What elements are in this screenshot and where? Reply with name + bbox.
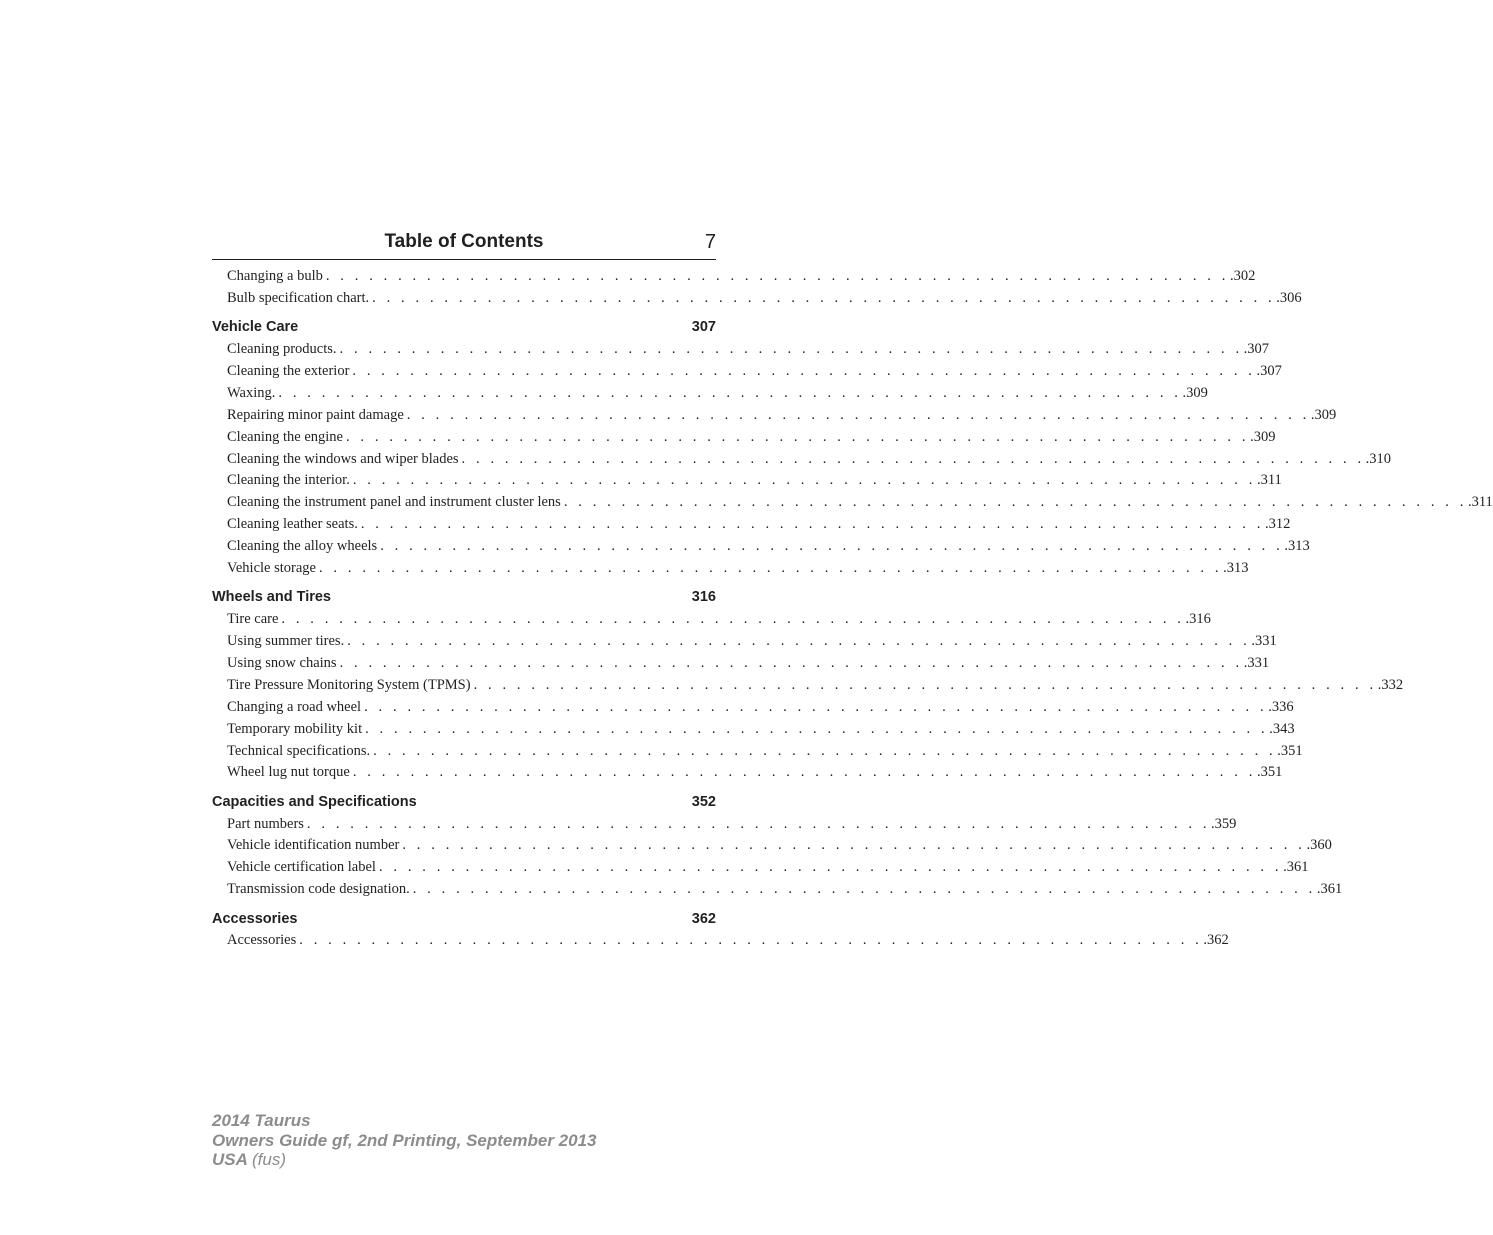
toc-entry-title: Cleaning the instrument panel and instrument cluster lens bbox=[227, 494, 561, 511]
toc-entry-page: .360 bbox=[1306, 837, 1332, 854]
toc-entry-title: Vehicle certification label bbox=[227, 859, 376, 876]
toc-entry-title: Bulb specification chart. bbox=[227, 289, 370, 306]
table-of-contents bbox=[212, 266, 1493, 952]
dot-leader: . . . . . . . . . . . . . . . . . . . . . . . . . . . . . . . . . . . . . . . . . . . . . . . . . . . . . . . . . . . . . . . bbox=[352, 472, 1256, 489]
toc-entry-title: Vehicle identification number bbox=[227, 837, 400, 854]
toc-entry-title: Cleaning products. bbox=[227, 341, 337, 358]
toc-entry-page: .306 bbox=[1276, 289, 1302, 306]
toc-entry-title: Wheel lug nut torque bbox=[227, 764, 350, 781]
footer-region bbox=[212, 1150, 596, 1170]
toc-entry-page: .362 bbox=[1203, 932, 1229, 949]
toc-entry-page: .313 bbox=[1284, 538, 1310, 555]
toc-entry-title: Changing a road wheel bbox=[227, 698, 362, 715]
toc-entry[interactable] bbox=[212, 697, 1294, 719]
toc-entry[interactable] bbox=[212, 558, 1249, 580]
toc-entry[interactable] bbox=[212, 427, 1276, 449]
toc-entry-page: .307 bbox=[1256, 362, 1282, 379]
toc-entry-page: .309 bbox=[1182, 384, 1208, 401]
footer-region-country: USA bbox=[212, 1150, 248, 1169]
dot-leader: . . . . . . . . . . . . . . . . . . . . . . . . . . . . . . . . . . . . . . . . . . . . . . . . . . . . . . . . . . . . . . . bbox=[461, 450, 1365, 467]
toc-entry-title: Cleaning the exterior bbox=[227, 362, 350, 379]
dot-leader: . . . . . . . . . . . . . . . . . . . . . . . . . . . . . . . . . . . . . . . . . . . . . . . . . . . . . . . . . . . . . . . bbox=[352, 362, 1256, 379]
toc-entry-page: .361 bbox=[1316, 881, 1343, 898]
toc-section-page: 362 bbox=[691, 910, 716, 927]
toc-entry[interactable] bbox=[212, 492, 1493, 514]
toc-entry[interactable] bbox=[212, 266, 1256, 288]
toc-entry-page: .311 bbox=[1467, 494, 1493, 511]
toc-entry-page: .311 bbox=[1256, 472, 1282, 489]
toc-section-title: Wheels and Tires bbox=[212, 589, 331, 606]
toc-entry-title: Using summer tires. bbox=[227, 633, 345, 650]
toc-entry-title: Vehicle storage bbox=[227, 559, 316, 576]
toc-entry[interactable] bbox=[212, 470, 1282, 492]
toc-section-page: 352 bbox=[691, 793, 716, 810]
toc-entry[interactable] bbox=[212, 719, 1295, 741]
dot-leader: . . . . . . . . . . . . . . . . . . . . . . . . . . . . . . . . . . . . . . . . . . . . . . . . . . . . . . . . . . . . . . . bbox=[339, 341, 1243, 358]
toc-entry-title: Part numbers bbox=[227, 815, 304, 832]
toc-entry-title: Repairing minor paint damage bbox=[227, 406, 404, 423]
toc-entry[interactable] bbox=[212, 383, 1208, 405]
toc-entry-title: Tire Pressure Monitoring System (TPMS) bbox=[227, 676, 471, 693]
toc-entry-title: Transmission code designation. bbox=[227, 881, 410, 898]
toc-entry-page: .351 bbox=[1277, 742, 1303, 759]
dot-leader: . . . . . . . . . . . . . . . . . . . . . . . . . . . . . . . . . . . . . . . . . . . . . . . . . . . . . . . . . . . . . . . bbox=[473, 676, 1377, 693]
toc-entry-page: .359 bbox=[1211, 815, 1237, 832]
toc-section-title: Vehicle Care bbox=[212, 319, 299, 336]
toc-entry-title: Cleaning the engine bbox=[227, 428, 343, 445]
toc-entry-page: .313 bbox=[1223, 559, 1249, 576]
toc-entry-title: Cleaning the windows and wiper blades bbox=[227, 450, 459, 467]
toc-entry[interactable] bbox=[212, 675, 1404, 697]
dot-leader: . . . . . . . . . . . . . . . . . . . . . . . . . . . . . . . . . . . . . . . . . . . . . . . . . . . . . . . . . . . . . . . bbox=[373, 742, 1277, 759]
toc-entry[interactable] bbox=[212, 762, 1283, 784]
dot-leader: . . . . . . . . . . . . . . . . . . . . . . . . . . . . . . . . . . . . . . . . . . . . . . . . . . . . . . . . . . . . . . . bbox=[412, 881, 1316, 898]
toc-entry[interactable] bbox=[212, 741, 1303, 763]
dot-leader: . . . . . . . . . . . . . . . . . . . . . . . . . . . . . . . . . . . . . . . . . . . . . . . . . . . . . . . . . . . . . . . bbox=[372, 289, 1276, 306]
toc-entry[interactable] bbox=[212, 449, 1392, 471]
toc-entry[interactable] bbox=[212, 930, 1229, 952]
dot-leader: . . . . . . . . . . . . . . . . . . . . . . . . . . . . . . . . . . . . . . . . . . . . . . . . . . . . . . . . . . . . . . . bbox=[325, 268, 1229, 284]
toc-section-page: 307 bbox=[691, 319, 716, 336]
toc-section-heading[interactable] bbox=[212, 317, 716, 339]
dot-leader: . . . . . . . . . . . . . . . . . . . . . . . . . . . . . . . . . . . . . . . . . . . . . . . . . . . . . . . . . . . . . . . bbox=[281, 611, 1185, 628]
page-footer bbox=[212, 1111, 596, 1170]
toc-entry[interactable] bbox=[212, 814, 1237, 836]
toc-entry-title: Cleaning leather seats. bbox=[227, 516, 358, 533]
toc-entry-page: .307 bbox=[1243, 341, 1270, 358]
toc-entry-title: Cleaning the alloy wheels bbox=[227, 538, 378, 555]
toc-section-title: Accessories bbox=[212, 910, 298, 927]
toc-entry-page: .332 bbox=[1377, 676, 1404, 693]
toc-entry-title: Technical specifications. bbox=[227, 742, 371, 759]
toc-entry[interactable] bbox=[212, 609, 1211, 631]
toc-entry-page: .312 bbox=[1264, 516, 1291, 533]
toc-section-heading[interactable] bbox=[212, 792, 716, 814]
toc-section-heading[interactable] bbox=[212, 909, 716, 931]
dot-leader: . . . . . . . . . . . . . . . . . . . . . . . . . . . . . . . . . . . . . . . . . . . . . . . . . . . . . . . . . . . . . . . bbox=[306, 815, 1211, 832]
toc-entry[interactable] bbox=[212, 514, 1291, 536]
dot-leader: . . . . . . . . . . . . . . . . . . . . . . . . . . . . . . . . . . . . . . . . . . . . . . . . . . . . . . . . . . . . . . . bbox=[360, 516, 1264, 533]
toc-entry-page: .316 bbox=[1185, 611, 1211, 628]
toc-entry[interactable] bbox=[212, 879, 1343, 901]
toc-entry[interactable] bbox=[212, 857, 1309, 879]
footer-model: 2014 Taurus bbox=[212, 1111, 311, 1130]
page-number: 7 bbox=[704, 231, 716, 253]
toc-entry-page: .302 bbox=[1229, 268, 1256, 284]
toc-entry[interactable] bbox=[212, 653, 1270, 675]
footer-region-code: (fus) bbox=[252, 1150, 286, 1169]
toc-entry-page: .361 bbox=[1283, 859, 1309, 876]
dot-leader: . . . . . . . . . . . . . . . . . . . . . . . . . . . . . . . . . . . . . . . . . . . . . . . . . . . . . . . . . . . . . . . bbox=[380, 538, 1284, 555]
toc-entry[interactable] bbox=[212, 361, 1282, 383]
toc-entry[interactable] bbox=[212, 536, 1310, 558]
dot-leader: . . . . . . . . . . . . . . . . . . . . . . . . . . . . . . . . . . . . . . . . . . . . . . . . . . . . . . . . . . . . . . . bbox=[318, 559, 1223, 576]
toc-entry-page: .351 bbox=[1256, 764, 1283, 781]
toc-entry-page: .343 bbox=[1269, 720, 1295, 737]
dot-leader: . . . . . . . . . . . . . . . . . . . . . . . . . . . . . . . . . . . . . . . . . . . . . . . . . . . . . . . . . . . . . . . bbox=[278, 384, 1182, 401]
toc-entry-page: .336 bbox=[1268, 698, 1294, 715]
page-title: Table of Contents bbox=[384, 231, 544, 252]
dot-leader: . . . . . . . . . . . . . . . . . . . . . . . . . . . . . . . . . . . . . . . . . . . . . . . . . . . . . . . . . . . . . . . bbox=[299, 932, 1203, 949]
toc-entry-title: Changing a bulb bbox=[227, 268, 323, 284]
toc-entry-title: Accessories bbox=[227, 932, 297, 949]
toc-entry[interactable] bbox=[212, 631, 1277, 653]
toc-entry[interactable] bbox=[212, 339, 1270, 361]
toc-entry-title: Tire care bbox=[227, 611, 279, 628]
dot-leader: . . . . . . . . . . . . . . . . . . . . . . . . . . . . . . . . . . . . . . . . . . . . . . . . . . . . . . . . . . . . . . . bbox=[345, 428, 1250, 445]
dot-leader: . . . . . . . . . . . . . . . . . . . . . . . . . . . . . . . . . . . . . . . . . . . . . . . . . . . . . . . . . . . . . . . bbox=[352, 764, 1256, 781]
toc-entry-page: .310 bbox=[1365, 450, 1392, 467]
toc-section-heading[interactable] bbox=[212, 587, 716, 609]
toc-section-title: Capacities and Specifications bbox=[212, 793, 417, 810]
toc-entry-page: .331 bbox=[1243, 654, 1270, 671]
toc-entry-title: Using snow chains bbox=[227, 654, 337, 671]
toc-entry[interactable] bbox=[212, 405, 1337, 427]
dot-leader: . . . . . . . . . . . . . . . . . . . . . . . . . . . . . . . . . . . . . . . . . . . . . . . . . . . . . . . . . . . . . . . bbox=[339, 654, 1243, 671]
footer-guide-edition: Owners Guide gf, 2nd Printing, September 2013 bbox=[212, 1130, 597, 1150]
toc-entry-title: Cleaning the interior. bbox=[227, 472, 350, 489]
dot-leader: . . . . . . . . . . . . . . . . . . . . . . . . . . . . . . . . . . . . . . . . . . . . . . . . . . . . . . . . . . . . . . . bbox=[402, 837, 1306, 854]
toc-entry-page: .331 bbox=[1251, 633, 1277, 650]
toc-entry-title: Waxing. bbox=[227, 384, 276, 401]
toc-entry[interactable] bbox=[212, 288, 1302, 310]
dot-leader: . . . . . . . . . . . . . . . . . . . . . . . . . . . . . . . . . . . . . . . . . . . . . . . . . . . . . . . . . . . . . . . bbox=[563, 494, 1467, 511]
dot-leader: . . . . . . . . . . . . . . . . . . . . . . . . . . . . . . . . . . . . . . . . . . . . . . . . . . . . . . . . . . . . . . . bbox=[406, 406, 1310, 423]
toc-entry[interactable] bbox=[212, 835, 1332, 857]
toc-entry-page: .309 bbox=[1250, 428, 1276, 445]
dot-leader: . . . . . . . . . . . . . . . . . . . . . . . . . . . . . . . . . . . . . . . . . . . . . . . . . . . . . . . . . . . . . . . bbox=[365, 720, 1269, 737]
dot-leader: . . . . . . . . . . . . . . . . . . . . . . . . . . . . . . . . . . . . . . . . . . . . . . . . . . . . . . . . . . . . . . . bbox=[364, 698, 1268, 715]
toc-section-page: 316 bbox=[691, 589, 716, 606]
dot-leader: . . . . . . . . . . . . . . . . . . . . . . . . . . . . . . . . . . . . . . . . . . . . . . . . . . . . . . . . . . . . . . . bbox=[378, 859, 1283, 876]
toc-entry-page: .309 bbox=[1310, 406, 1337, 423]
page-header bbox=[212, 229, 716, 260]
dot-leader: . . . . . . . . . . . . . . . . . . . . . . . . . . . . . . . . . . . . . . . . . . . . . . . . . . . . . . . . . . . . . . . bbox=[347, 633, 1251, 650]
toc-entry-title: Temporary mobility kit bbox=[227, 720, 363, 737]
